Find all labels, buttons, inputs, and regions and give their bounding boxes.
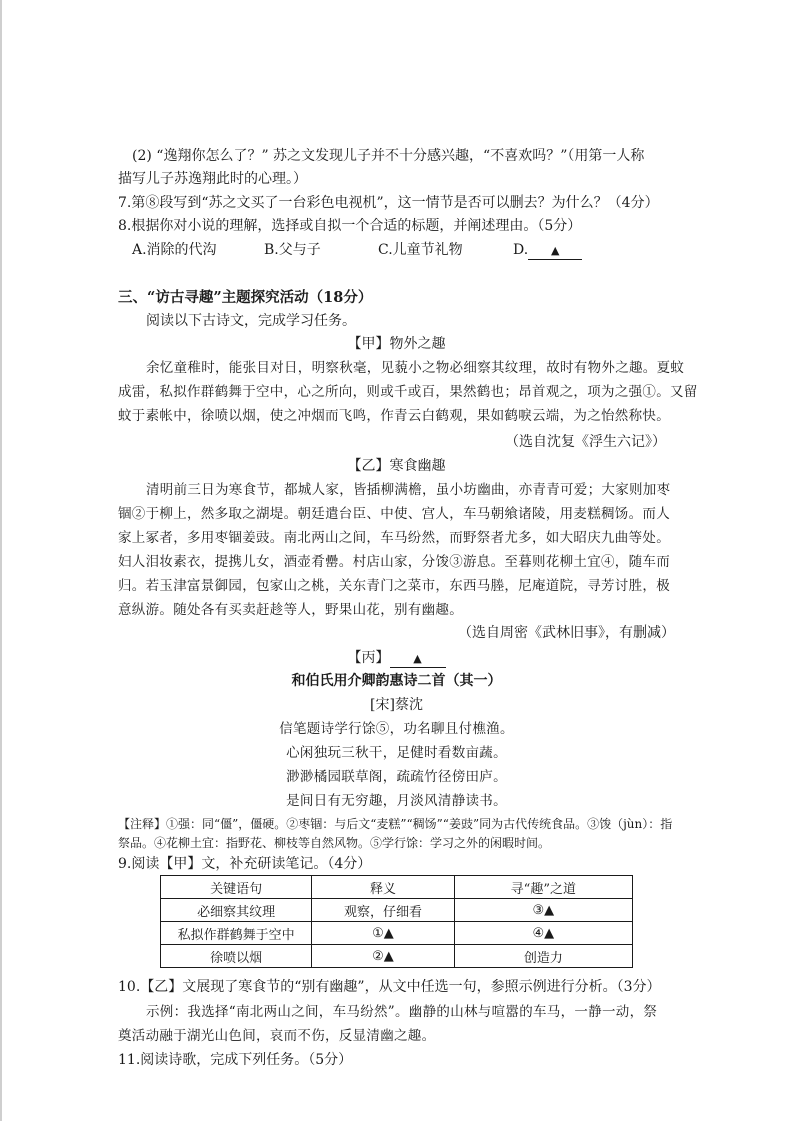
table-cell: 创造力 xyxy=(454,945,632,968)
q8-option-c: C.儿童节礼物 xyxy=(378,242,463,258)
q10-prompt: 10.【乙】文展现了寒食节的“别有幽趣”，从文中任选一句，参照示例进行分析。（3分） xyxy=(118,979,661,995)
table-cell-blank[interactable]: ④▲ xyxy=(454,922,632,945)
yi-line: 意纵游。随处各有买卖赶趁等人，野果山花，别有幽趣。 xyxy=(118,602,463,618)
q10-example-line2: 奠活动融于湖光山色间，哀而不伤，反显清幽之趣。 xyxy=(118,1028,436,1044)
yi-line: 清明前三日为寒食节，都城人家，皆插柳满檐，虽小坊幽曲，亦青青可爱；大家则加枣 xyxy=(146,482,671,498)
section-3-title: 三、“访古寻趣”主题探究活动（18分） xyxy=(118,289,373,306)
yi-source: （选自周密《武林旧事》，有删减） xyxy=(458,625,675,641)
table-cell-blank[interactable]: ①▲ xyxy=(312,922,454,945)
jia-line: 蚊于素帐中，徐喷以烟，使之冲烟而飞鸣，作青云白鹤观，果如鹤唳云端，为之怡然称快。 xyxy=(118,408,670,424)
bing-heading xyxy=(0,647,793,669)
q8-text: 8.根据你对小说的理解，选择或自拟一个合适的标题，并阐述理由。（5分） xyxy=(118,218,582,234)
section-3-intro: 阅读以下古诗文，完成学习任务。 xyxy=(146,313,356,329)
bing-poem-line: 渺渺橘园联草阁，疏疏竹径傍田庐。 xyxy=(286,769,507,785)
yi-line: 锢②于柳上，然多取之湖堤。朝廷遣台臣、中使、宫人，车马朝飨诸陵，用麦糕稠饧。而人 xyxy=(118,506,670,522)
table-cell: 观察，仔细看 xyxy=(312,899,454,922)
table-row xyxy=(161,922,633,945)
page-edge xyxy=(0,0,2,1121)
yi-line: 家上冢者，多用枣锢姜豉。南北两山之间，车马纷然，而野祭者尤多，如大昭庆九曲等处。 xyxy=(118,530,670,546)
notes-line1: 【注释】①强：同“僵”，僵硬。②枣锢：与后文“麦糕”“稠饧”“姜豉”同为古代传统食品。③馂（jùn）：指 xyxy=(118,817,673,831)
yi-line: 归。若玉津富景御园，包家山之桃，关东青门之菜市，东西马塍，尼庵道院，寻芳讨胜，极 xyxy=(118,578,670,594)
q8-option-d-label: D. xyxy=(513,242,529,258)
table-cell: 私拟作群鹤舞于空中 xyxy=(161,922,312,945)
q11-prompt: 11.阅读诗歌，完成下列任务。（5分） xyxy=(118,1052,353,1068)
q8-option-a: A.消除的代沟 xyxy=(132,242,217,258)
table-header-cell: 寻“趣”之道 xyxy=(454,876,632,899)
q9-prompt: 9.阅读【甲】文，补充研读笔记。（4分） xyxy=(118,856,372,872)
table-row xyxy=(161,899,633,922)
yi-heading: 【乙】寒食幽趣 xyxy=(347,458,446,474)
q10-example-line1: 示例：我选择“南北两山之间，车马纷然”。幽静的山林与喧嚣的车马，一静一动，祭 xyxy=(146,1004,658,1020)
q6-2-line1: (2) “逸翔你怎么了？” 苏之文发现儿子并不十分感兴趣，“不喜欢吗？”（用第一人称 xyxy=(132,148,645,164)
yi-line: 妇人泪妆素衣，提携儿女，酒壶肴罍。村店山家，分馂③游息。至暮则花柳土宜④，随车而 xyxy=(118,554,670,570)
q8-option-d xyxy=(513,239,582,261)
q7-text: 7.第⑧段写到“苏之文买了一台彩色电视机”，这一情节是否可以删去？为什么？（4分） xyxy=(118,195,659,211)
bing-poem-title: 和伯氏用介卿韵惠诗二首（其一） xyxy=(291,673,502,689)
table-header-cell: 释义 xyxy=(312,876,454,899)
table-cell-blank[interactable]: ②▲ xyxy=(312,945,454,968)
bing-heading-label: 【丙】 xyxy=(347,650,390,666)
bing-poem-line: 是间日有无穷趣，月淡风清静读书。 xyxy=(286,793,507,809)
notes-line2: 祭品。④花柳土宜：指野花、柳枝等自然风物。⑤学行馀：学习之外的闲暇时间。 xyxy=(118,836,551,850)
table-row xyxy=(161,945,633,968)
q8-option-d-blank: ▲ xyxy=(528,243,582,260)
bing-poem-author: [宋]蔡沈 xyxy=(370,697,423,713)
jia-heading: 【甲】物外之趣 xyxy=(347,336,446,352)
q9-notes-table xyxy=(160,875,633,968)
table-cell: 徐喷以烟 xyxy=(161,945,312,968)
table-header-row xyxy=(161,876,633,899)
bing-poem-line: 信笔题诗学行馀⑤，功名聊且付樵渔。 xyxy=(279,721,514,737)
bing-poem-line: 心闲独玩三秋干，足健时看数亩蔬。 xyxy=(286,745,507,761)
q8-option-b: B.父与子 xyxy=(264,242,321,258)
bing-heading-blank: ▲ xyxy=(390,651,446,668)
table-header-cell: 关键语句 xyxy=(161,876,312,899)
jia-line: 成雷，私拟作群鹤舞于空中，心之所向，则或千或百，果然鹤也；昂首观之，项为之强①。又留 xyxy=(118,384,698,400)
jia-source: （选自沈复《浮生六记》） xyxy=(505,434,666,450)
jia-line: 余忆童稚时，能张目对日，明察秋毫，见藐小之物必细察其纹理，故时有物外之趣。夏蚊 xyxy=(146,360,685,376)
table-cell: 必细察其纹理 xyxy=(161,899,312,922)
q6-2-line2: 描写儿子苏逸翔此时的心理。） xyxy=(118,171,307,187)
table-cell-blank[interactable]: ③▲ xyxy=(454,899,632,922)
